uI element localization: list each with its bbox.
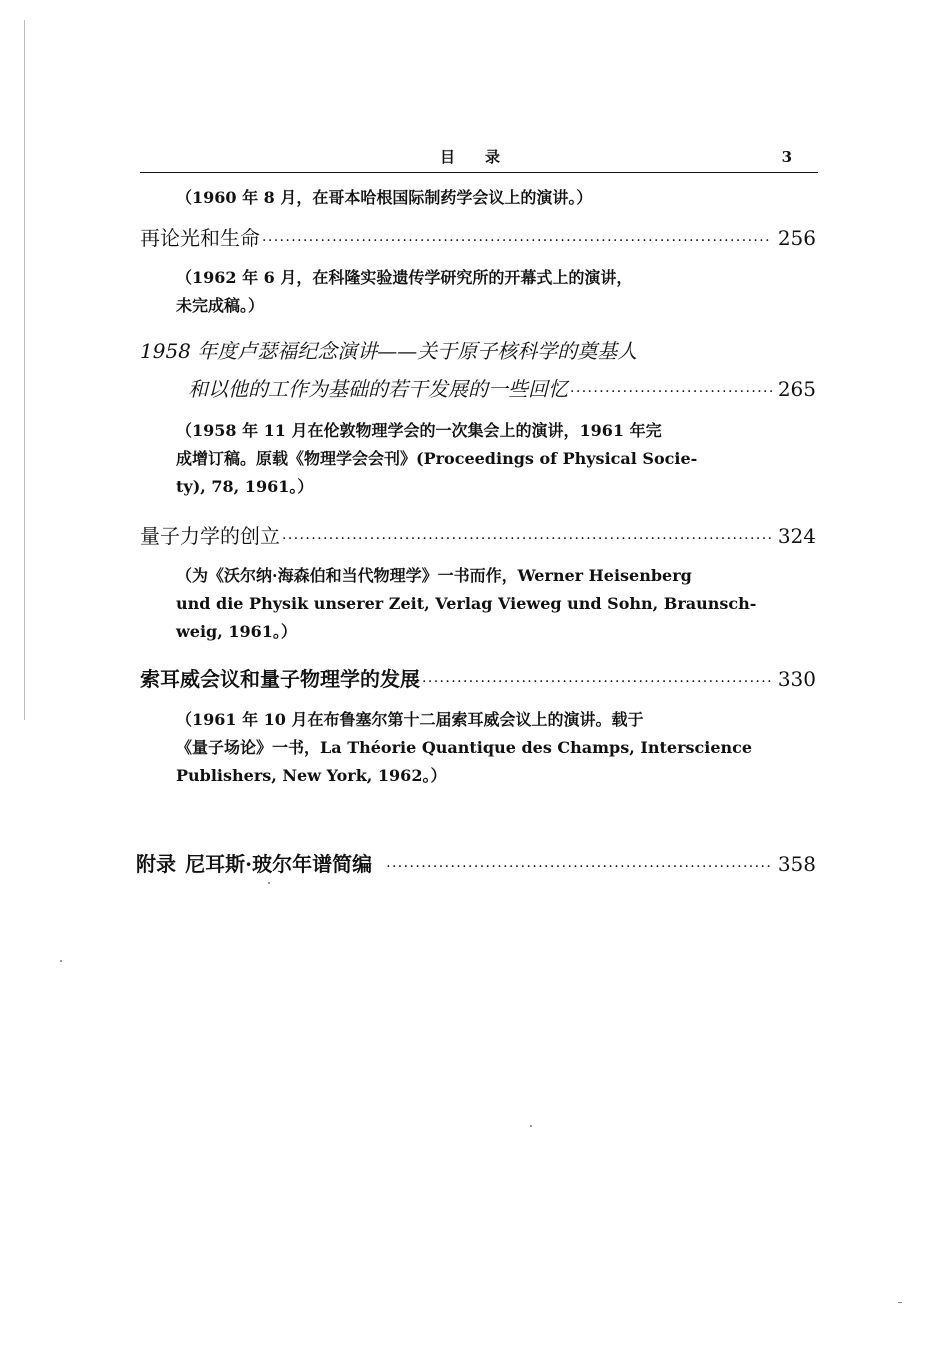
entry-note — [176, 706, 766, 790]
leader-dots — [386, 853, 772, 881]
entry-page: 256 — [777, 226, 816, 250]
entry-title-continued: 和以他的工作为基础的若干发展的一些回忆 — [188, 377, 568, 401]
entry-page: 324 — [777, 524, 816, 548]
entry-title: 再论光和生命 — [140, 226, 260, 250]
note-line: und die Physik unserer Zeit, Verlag Vieweg und Sohn, Braunsch- — [176, 594, 757, 613]
note-line: （1962 年 6 月，在科隆实验遗传学研究所的开幕式上的演讲， — [176, 268, 633, 287]
leader-dots — [282, 525, 772, 553]
note-line: Publishers, New York, 1962。） — [176, 766, 447, 785]
scan-speck — [60, 960, 62, 962]
entry-title: 1958 年度卢瑟福纪念演讲——关于原子核科学的奠基人 — [140, 339, 638, 363]
note-line: ty), 78, 1961。） — [176, 477, 314, 496]
entry-note — [176, 562, 766, 646]
appendix-label: 附录 — [136, 852, 176, 876]
appendix-title: 尼耳斯·玻尔年谱简编 — [185, 852, 373, 876]
entry-note — [176, 417, 766, 501]
note-line: 《量子场论》一书，La Théorie Quantique des Champs, Interscience — [176, 738, 753, 757]
scan-speck — [898, 1302, 902, 1303]
note-line: （1960 年 8 月，在哥本哈根国际制药学会议上的演讲。） — [176, 188, 593, 207]
entry-note — [176, 264, 766, 320]
running-header — [140, 146, 818, 173]
leader-dots — [262, 227, 772, 255]
header-page-number: 3 — [781, 148, 792, 166]
appendix-entry[interactable] — [136, 850, 816, 881]
leader-dots — [570, 378, 772, 406]
scan-edge-line — [24, 20, 25, 720]
note-line: weig, 1961。） — [176, 622, 297, 641]
leader-dots — [422, 668, 772, 696]
note-line: 成增订稿。原载《物理学会会刊》(Proceedings of Physical Socie- — [176, 449, 698, 468]
toc-entry[interactable] — [140, 337, 816, 406]
note-line: （1958 年 11 月在伦敦物理学会的一次集会上的演讲，1961 年完 — [176, 421, 662, 440]
scan-speck — [268, 882, 270, 884]
scan-speck — [530, 1125, 532, 1127]
toc-entry[interactable] — [140, 522, 816, 553]
note-line: （1961 年 10 月在布鲁塞尔第十二届索耳威会议上的演讲。载于 — [176, 710, 644, 729]
entry-title: 量子力学的创立 — [140, 524, 280, 548]
toc-entry[interactable] — [140, 224, 816, 255]
header-title: 目录 — [440, 148, 531, 166]
entry-note — [176, 184, 766, 212]
entry-title: 索耳威会议和量子物理学的发展 — [140, 667, 420, 691]
entry-page: 330 — [777, 667, 816, 691]
note-line: 未完成稿。） — [176, 296, 265, 315]
appendix-page: 358 — [777, 852, 816, 876]
toc-entry[interactable] — [140, 665, 816, 696]
entry-page: 265 — [777, 377, 816, 401]
note-line: （为《沃尔纳·海森伯和当代物理学》一书而作，Werner Heisenberg — [176, 566, 692, 585]
